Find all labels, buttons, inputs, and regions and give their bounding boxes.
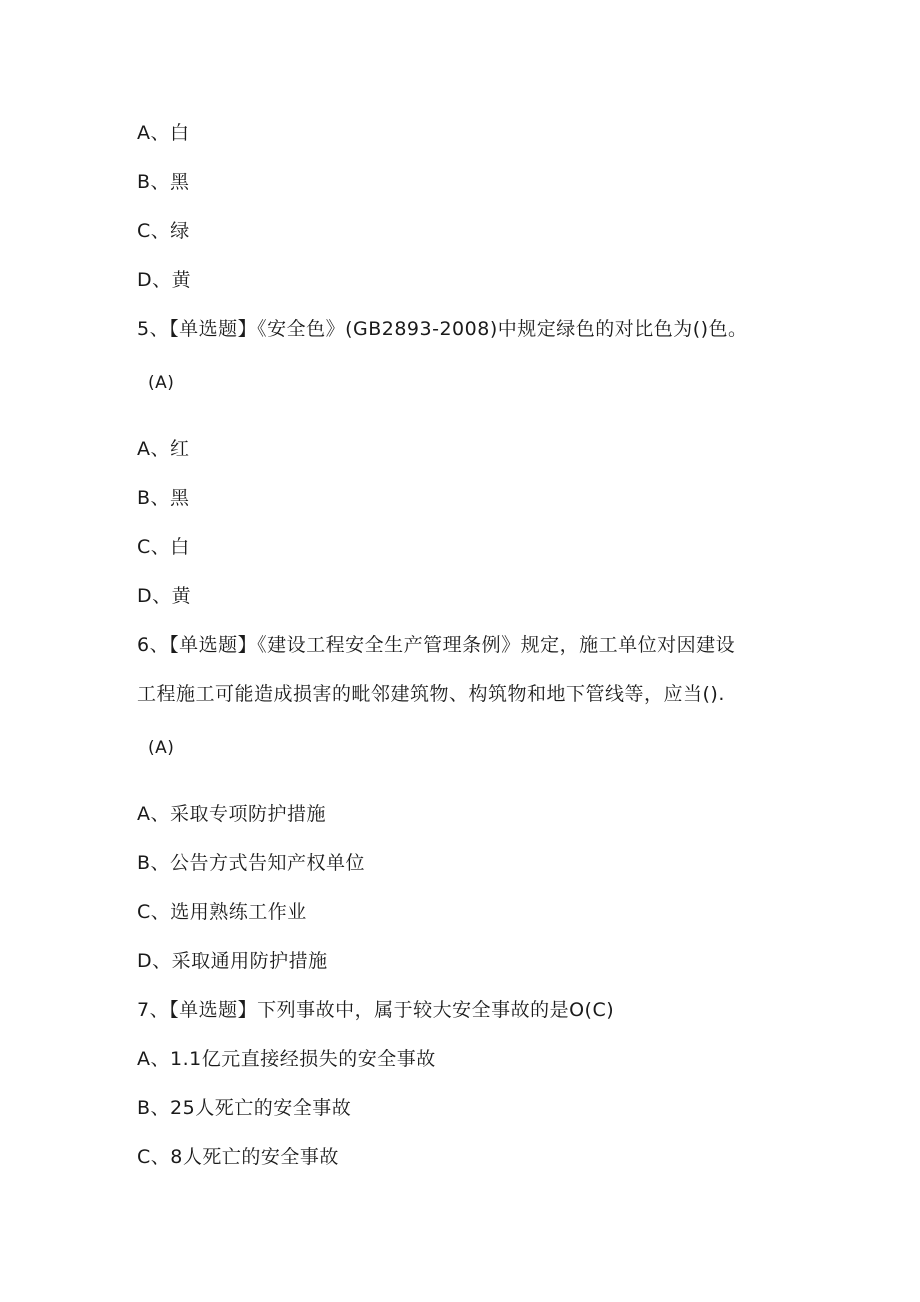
q4-option-c: C、绿: [137, 220, 190, 242]
q5-option-c: C、白: [137, 536, 190, 558]
q7-option-b: B、25人死亡的安全事故: [137, 1097, 352, 1119]
q4-option-d: D、黄: [137, 269, 192, 291]
q5-question: 5、【单选题】《安全色》(GB2893-2008)中规定绿色的对比色为()色。: [137, 318, 748, 340]
q6-option-c: C、选用熟练工作业: [137, 901, 307, 923]
q6-question-line2: 工程施工可能造成损害的毗邻建筑物、构筑物和地下管线等，应当().: [137, 683, 725, 705]
q7-option-a: A、1.1亿元直接经损失的安全事故: [137, 1048, 436, 1070]
q4-option-a: A、白: [137, 122, 190, 144]
q6-option-d: D、采取通用防护措施: [137, 950, 328, 972]
q7-question: 7、【单选题】下列事故中，属于较大安全事故的是O(C): [137, 999, 615, 1021]
q5-option-d: D、黄: [137, 585, 192, 607]
q4-option-b: B、黑: [137, 171, 190, 193]
q6-option-a: A、采取专项防护措施: [137, 803, 326, 825]
q5-option-b: B、黑: [137, 487, 190, 509]
q5-option-a: A、红: [137, 438, 190, 460]
q6-option-b: B、公告方式告知产权单位: [137, 852, 366, 874]
q6-answer: (A): [148, 738, 175, 758]
q5-answer: (A): [148, 373, 175, 393]
q7-option-c: C、8人死亡的安全事故: [137, 1146, 339, 1168]
q6-question-line1: 6、【单选题】《建设工程安全生产管理条例》规定，施工单位对因建设: [137, 634, 736, 656]
